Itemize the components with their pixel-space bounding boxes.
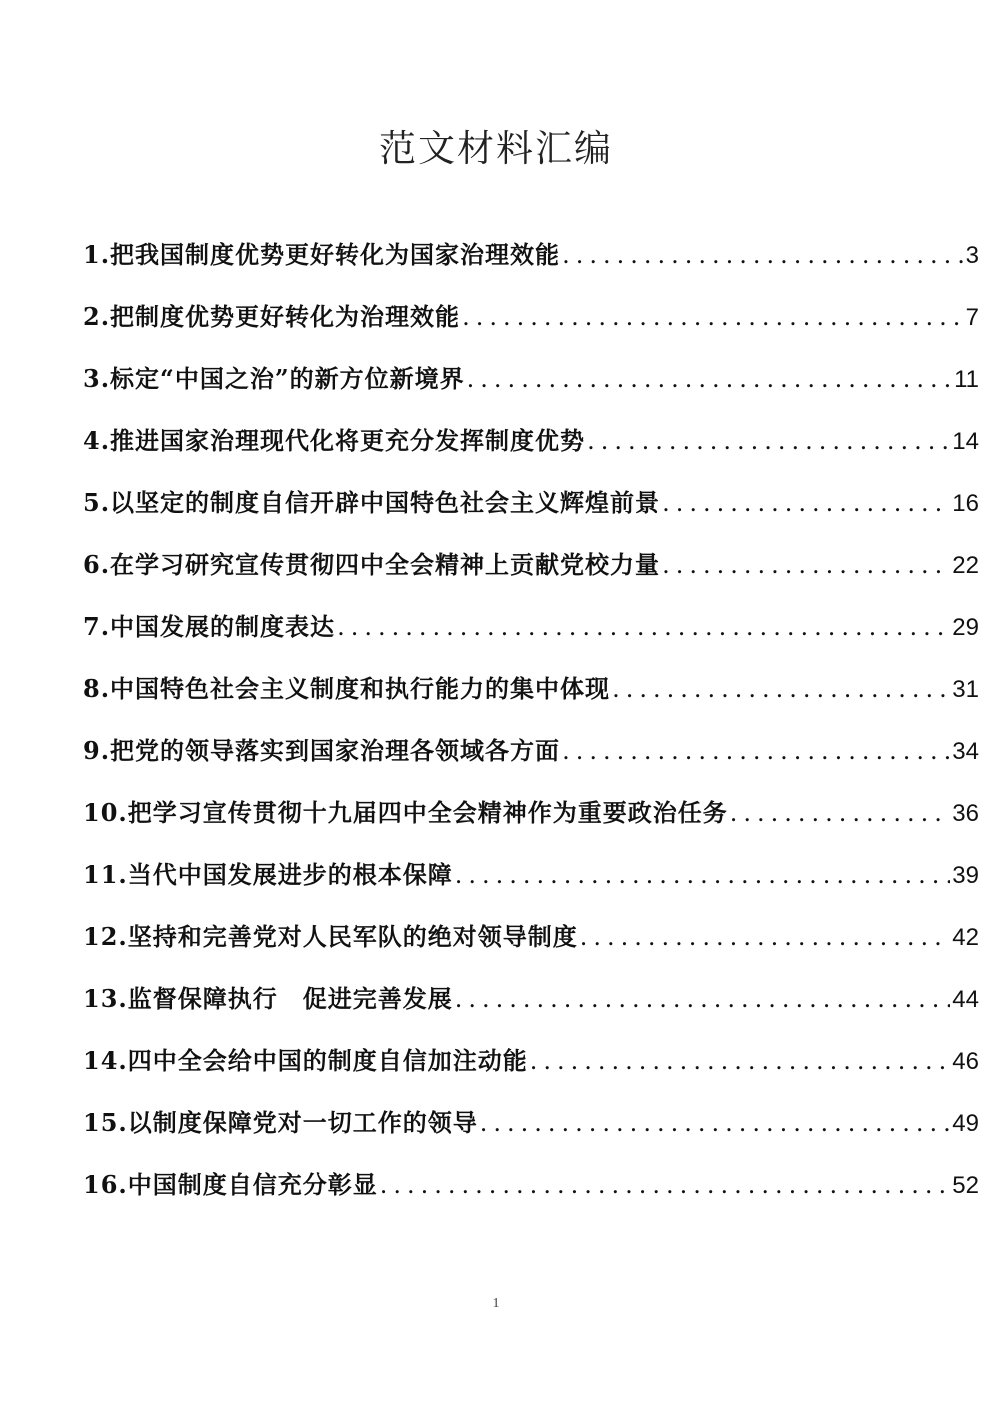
- toc-entry[interactable]: [83, 917, 979, 979]
- toc-entry-page-number: 16: [952, 490, 979, 517]
- toc-entry-page-number: 46: [952, 1048, 979, 1075]
- toc-dot-leader: [480, 1109, 951, 1137]
- toc-entry-page-number: 44: [952, 986, 979, 1013]
- toc-entry[interactable]: [83, 731, 979, 793]
- toc-dot-leader: [730, 799, 951, 827]
- toc-entry-title: 6.在学习研究宣传贯彻四中全会精神上贡献党校力量: [83, 550, 661, 579]
- toc-entry-page-number: 11: [954, 366, 979, 393]
- toc-entry-page-number: 22: [952, 552, 979, 579]
- toc-entry[interactable]: [83, 1041, 979, 1103]
- toc-entry[interactable]: [83, 793, 979, 855]
- toc-entry[interactable]: [83, 1103, 979, 1165]
- table-of-contents: [83, 235, 979, 1227]
- toc-entry-title: 11.当代中国发展进步的根本保障: [83, 860, 453, 889]
- toc-dot-leader: [587, 427, 950, 455]
- page-title: 范文材料汇编: [379, 127, 613, 170]
- toc-entry[interactable]: [83, 235, 979, 297]
- toc-entry-page-number: 7: [965, 304, 979, 331]
- toc-entry[interactable]: [83, 545, 979, 607]
- toc-entry[interactable]: [83, 669, 979, 731]
- toc-entry-title: 2.把制度优势更好转化为治理效能: [83, 302, 461, 331]
- toc-entry-page-number: 36: [952, 800, 979, 827]
- toc-entry-page-number: 29: [952, 614, 979, 641]
- toc-entry-title: 8.中国特色社会主义制度和执行能力的集中体现: [83, 674, 611, 703]
- toc-dot-leader: [337, 613, 950, 641]
- toc-dot-leader: [562, 241, 964, 269]
- toc-entry-page-number: 3: [965, 242, 979, 269]
- toc-entry-page-number: 31: [952, 676, 979, 703]
- toc-entry[interactable]: [83, 421, 979, 483]
- toc-entry-title: 14.四中全会给中国的制度自信加注动能: [83, 1046, 528, 1075]
- toc-entry-title: 3.标定“中国之治”的新方位新境界: [83, 364, 465, 393]
- toc-entry-title: 13.监督保障执行 促进完善发展: [83, 984, 453, 1013]
- toc-dot-leader: [612, 675, 950, 703]
- toc-entry[interactable]: [83, 607, 979, 669]
- toc-entry[interactable]: [83, 359, 979, 421]
- footer-page-number: 1: [492, 1296, 500, 1311]
- toc-entry-page-number: 52: [952, 1172, 979, 1199]
- toc-dot-leader: [662, 551, 950, 579]
- toc-dot-leader: [530, 1047, 951, 1075]
- toc-dot-leader: [455, 985, 951, 1013]
- toc-dot-leader: [467, 365, 952, 393]
- toc-entry-title: 9.把党的领导落实到国家治理各领域各方面: [83, 736, 561, 765]
- toc-dot-leader: [380, 1171, 951, 1199]
- toc-entry[interactable]: [83, 979, 979, 1041]
- toc-dot-leader: [562, 737, 950, 765]
- toc-entry-page-number: 14: [952, 428, 979, 455]
- toc-entry-page-number: 42: [952, 924, 979, 951]
- toc-entry-title: 16.中国制度自信充分彰显: [83, 1170, 378, 1199]
- toc-dot-leader: [662, 489, 950, 517]
- toc-entry-title: 7.中国发展的制度表达: [83, 612, 336, 641]
- toc-entry[interactable]: [83, 855, 979, 917]
- toc-entry-title: 12.坚持和完善党对人民军队的绝对领导制度: [83, 922, 578, 951]
- toc-entry-title: 10.把学习宣传贯彻十九届四中全会精神作为重要政治任务: [83, 798, 728, 827]
- toc-entry-title: 1.把我国制度优势更好转化为国家治理效能: [83, 240, 561, 269]
- toc-dot-leader: [462, 303, 964, 331]
- toc-entry-title: 4.推进国家治理现代化将更充分发挥制度优势: [83, 426, 586, 455]
- toc-dot-leader: [455, 861, 951, 889]
- toc-entry-title: 5.以坚定的制度自信开辟中国特色社会主义辉煌前景: [83, 488, 661, 517]
- toc-entry[interactable]: [83, 483, 979, 545]
- toc-entry-page-number: 39: [952, 862, 979, 889]
- toc-dot-leader: [580, 923, 951, 951]
- toc-entry[interactable]: [83, 297, 979, 359]
- toc-entry-page-number: 49: [952, 1110, 979, 1137]
- toc-entry-title: 15.以制度保障党对一切工作的领导: [83, 1108, 478, 1137]
- toc-entry-page-number: 34: [952, 738, 979, 765]
- toc-entry[interactable]: [83, 1165, 979, 1227]
